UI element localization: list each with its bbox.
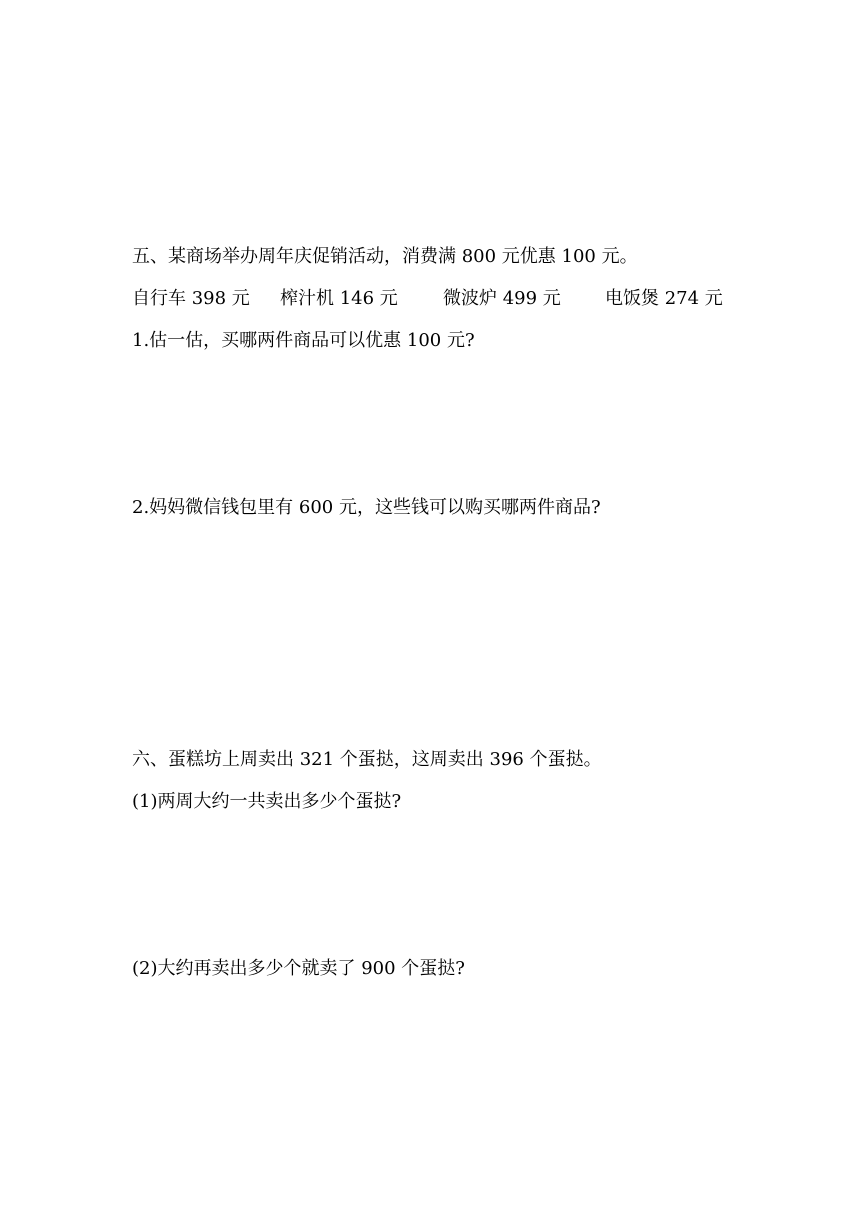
product-price-list [132,286,752,312]
product-rice-cooker-price: 电饭煲 274 元 [605,288,723,309]
section-6-question-2: (2)大约再卖出多少个就卖了 900 个蛋挞? [132,958,465,979]
section-5-question-2: 2.妈妈微信钱包里有 600 元，这些钱可以购买哪两件商品? [132,497,601,518]
section-5-heading: 五、某商场举办周年庆促销活动，消费满 800 元优惠 100 元。 [132,246,638,267]
product-microwave-price: 微波炉 499 元 [443,288,561,309]
section-6-question-1: (1)两周大约一共卖出多少个蛋挞? [132,791,402,812]
section-5-question-1: 1.估一估，买哪两件商品可以优惠 100 元? [132,330,475,351]
product-bicycle-price: 自行车 398 元 [132,288,250,309]
section-6-heading: 六、蛋糕坊上周卖出 321 个蛋挞，这周卖出 396 个蛋挞。 [132,749,602,770]
product-juicer-price: 榨汁机 146 元 [280,288,398,309]
